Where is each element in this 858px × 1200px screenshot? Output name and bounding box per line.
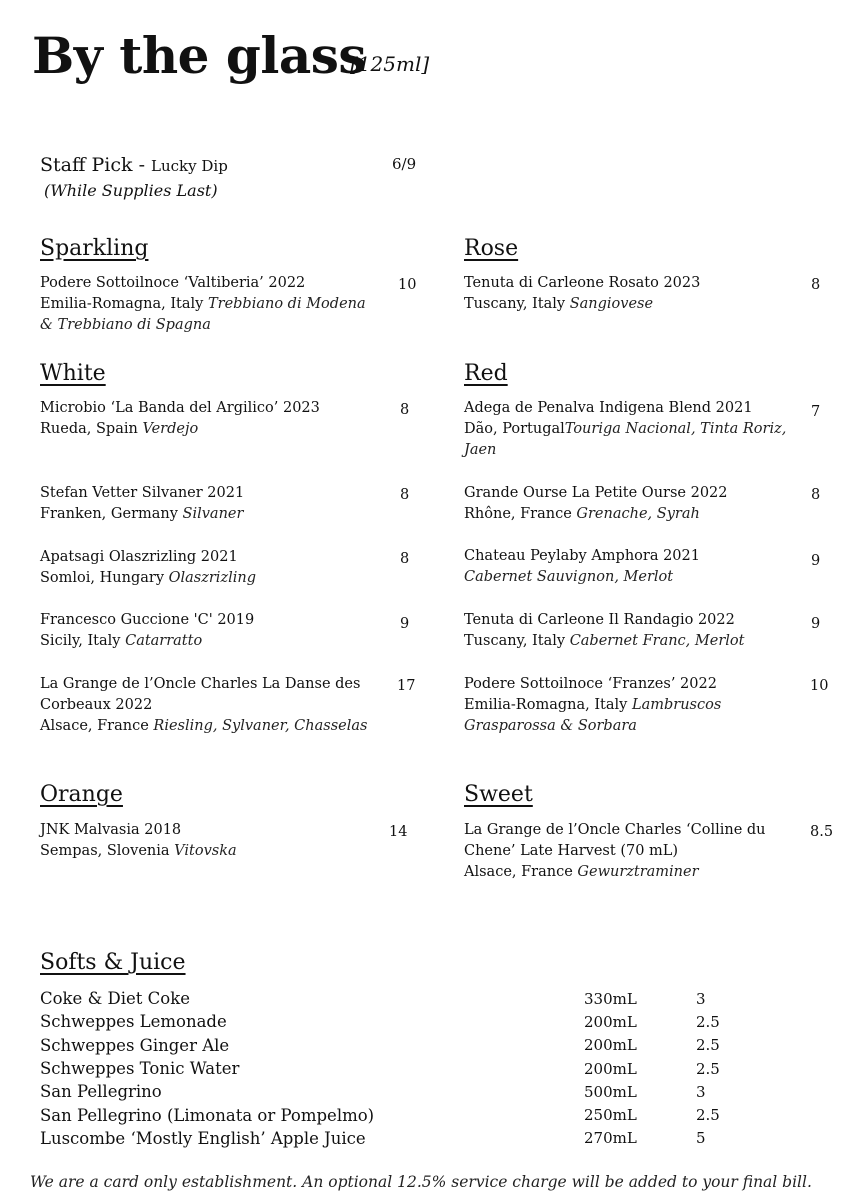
- drink-price: 2.5: [696, 1059, 720, 1078]
- staff-pick-label: [40, 154, 228, 176]
- wine-grape: Touriga Nacional, Tinta Roriz, Jaen: [464, 421, 787, 458]
- list-item: [40, 1034, 740, 1057]
- wine-price: 9: [400, 616, 410, 632]
- drink-size: 200mL: [584, 1036, 637, 1055]
- drink-size: 250mL: [584, 1106, 637, 1125]
- wine-price: 8.5: [810, 824, 834, 840]
- drink-name: San Pellegrino (Limonata or Pompelmo): [40, 1105, 375, 1125]
- wine-name: JNK Malvasia 2018: [40, 822, 182, 838]
- wine-price: 8: [811, 487, 821, 503]
- wine-grape: Olaszrizling: [168, 570, 256, 586]
- wine-name: Tenuta di Carleone Il Randagio 2022: [464, 612, 735, 628]
- wine-grape: Vitovska: [174, 843, 237, 859]
- drink-name: Schweppes Tonic Water: [40, 1059, 240, 1079]
- wine-region: Alsace, France: [464, 864, 578, 880]
- wine-entry: [464, 273, 804, 315]
- wine-region: Emilia-Romagna, Italy: [40, 296, 208, 312]
- wine-name: Podere Sottoilnoce ‘Franzes’ 2022: [464, 676, 717, 692]
- section-heading-orange: Orange: [40, 782, 123, 807]
- wine-region: Alsace, France: [40, 718, 154, 734]
- wine-region: Rueda, Spain: [40, 421, 143, 437]
- wine-entry: [40, 273, 380, 336]
- wine-name: Chateau Peylaby Amphora 2021: [464, 548, 700, 564]
- wine-region: Somloi, Hungary: [40, 570, 169, 586]
- wine-grape: Riesling, Sylvaner, Chasselas: [153, 718, 368, 734]
- wine-region: Tuscany, Italy: [464, 633, 570, 649]
- drink-size: 500mL: [584, 1082, 637, 1101]
- drink-size: 270mL: [584, 1129, 637, 1148]
- wine-entry: [464, 820, 799, 883]
- wine-region: Dão, Portugal: [464, 421, 565, 437]
- drink-size: 330mL: [584, 989, 637, 1008]
- wine-entry: [40, 547, 380, 589]
- footer-note: We are a card only establishment. An optional 12.5% service charge will be added to your final bill.: [30, 1173, 812, 1191]
- list-item: [40, 987, 740, 1010]
- drink-size: 200mL: [584, 1059, 637, 1078]
- wine-name: Podere Sottoilnoce ‘Valtiberia’ 2022: [40, 275, 306, 291]
- wine-region: Emilia-Romagna, Italy: [464, 697, 632, 713]
- wine-entry: [40, 610, 380, 652]
- wine-entry: [464, 546, 804, 588]
- wine-entry: [464, 674, 804, 737]
- staff-pick-note: (While Supplies Last): [44, 181, 218, 200]
- wine-price: 14: [389, 824, 408, 840]
- wine-region: Franken, Germany: [40, 506, 183, 522]
- section-heading-softs: Softs & Juice: [40, 950, 186, 975]
- wine-entry: [40, 398, 380, 440]
- list-item: [40, 1127, 740, 1150]
- wine-name: La Grange de l’Oncle Charles La Danse des Corbeaux 2022: [40, 676, 361, 713]
- wine-name: Apatsagi Olaszrizling 2021: [40, 549, 238, 565]
- wine-grape: Trebbiano di Modena & Trebbiano di Spagna: [40, 296, 366, 333]
- wine-region: Sempas, Slovenia: [40, 843, 175, 859]
- drink-price: 2.5: [696, 1106, 720, 1125]
- wine-grape: Lambruscos Grasparossa & Sorbara: [464, 697, 722, 734]
- staff-pick-title: Staff Pick -: [40, 154, 152, 176]
- drink-price: 3: [696, 989, 706, 1008]
- drink-name: Schweppes Ginger Ale: [40, 1035, 230, 1055]
- section-heading-white: White: [40, 361, 106, 386]
- page-title: By the glass: [32, 26, 367, 85]
- wine-name: Tenuta di Carleone Rosato 2023: [464, 275, 701, 291]
- drink-price: 2.5: [696, 1036, 720, 1055]
- wine-grape: Verdejo: [142, 421, 199, 437]
- drink-size: 200mL: [584, 1012, 637, 1031]
- wine-grape: Silvaner: [182, 506, 244, 522]
- wine-price: 10: [810, 678, 829, 694]
- wine-price: 17: [397, 678, 416, 694]
- drink-name: Schweppes Lemonade: [40, 1012, 227, 1032]
- wine-entry: [40, 674, 380, 737]
- drink-price: 5: [696, 1129, 706, 1148]
- section-heading-sparkling: Sparkling: [40, 236, 149, 261]
- wine-region: Tuscany, Italy: [464, 296, 570, 312]
- drink-name: Luscombe ‘Mostly English’ Apple Juice: [40, 1128, 366, 1148]
- drink-price: 3: [696, 1082, 706, 1101]
- wine-entry: [464, 483, 804, 525]
- drink-name: Coke & Diet Coke: [40, 989, 190, 1009]
- wine-name: Grande Ourse La Petite Ourse 2022: [464, 485, 728, 501]
- wine-price: 10: [398, 277, 417, 293]
- section-heading-rose: Rose: [464, 236, 519, 261]
- wine-grape: Cabernet Sauvignon, Merlot: [464, 569, 674, 585]
- wine-name: La Grange de l’Oncle Charles ‘Colline du Chene’ Late Harvest (70 mL): [464, 822, 766, 859]
- softs-list: [40, 987, 740, 1150]
- wine-grape: Catarratto: [125, 633, 203, 649]
- wine-price: 9: [811, 553, 821, 569]
- list-item: [40, 1080, 740, 1103]
- wine-name: Stefan Vetter Silvaner 2021: [40, 485, 245, 501]
- wine-price: 9: [811, 616, 821, 632]
- list-item: [40, 1057, 740, 1080]
- wine-name: Adega de Penalva Indigena Blend 2021: [464, 400, 753, 416]
- list-item: [40, 1103, 740, 1126]
- drink-price: 2.5: [696, 1012, 720, 1031]
- wine-region: Rhône, France: [464, 506, 577, 522]
- wine-entry: [40, 483, 380, 525]
- drink-name: San Pellegrino: [40, 1082, 162, 1102]
- wine-entry: [464, 398, 799, 461]
- wine-entry: [40, 820, 380, 862]
- section-heading-sweet: Sweet: [464, 782, 533, 807]
- wine-price: 8: [400, 402, 410, 418]
- wine-grape: Cabernet Franc, Merlot: [569, 633, 745, 649]
- wine-entry: [464, 610, 804, 652]
- staff-pick-price: 6/9: [392, 155, 417, 173]
- wine-region: Sicily, Italy: [40, 633, 126, 649]
- wine-price: 8: [400, 551, 410, 567]
- wine-name: Francesco Guccione 'C' 2019: [40, 612, 255, 628]
- wine-name: Microbio ‘La Banda del Argilico’ 2023: [40, 400, 320, 416]
- section-heading-red: Red: [464, 361, 508, 386]
- wine-price: 8: [811, 277, 821, 293]
- staff-pick-item: Lucky Dip: [151, 157, 228, 175]
- wine-price: 8: [400, 487, 410, 503]
- wine-grape: Sangiovese: [569, 296, 654, 312]
- wine-price: 7: [811, 404, 821, 420]
- wine-grape: Grenache, Syrah: [576, 506, 700, 522]
- glass-size-note: [125ml]: [350, 52, 430, 76]
- wine-grape: Gewurztraminer: [577, 864, 699, 880]
- list-item: [40, 1010, 740, 1033]
